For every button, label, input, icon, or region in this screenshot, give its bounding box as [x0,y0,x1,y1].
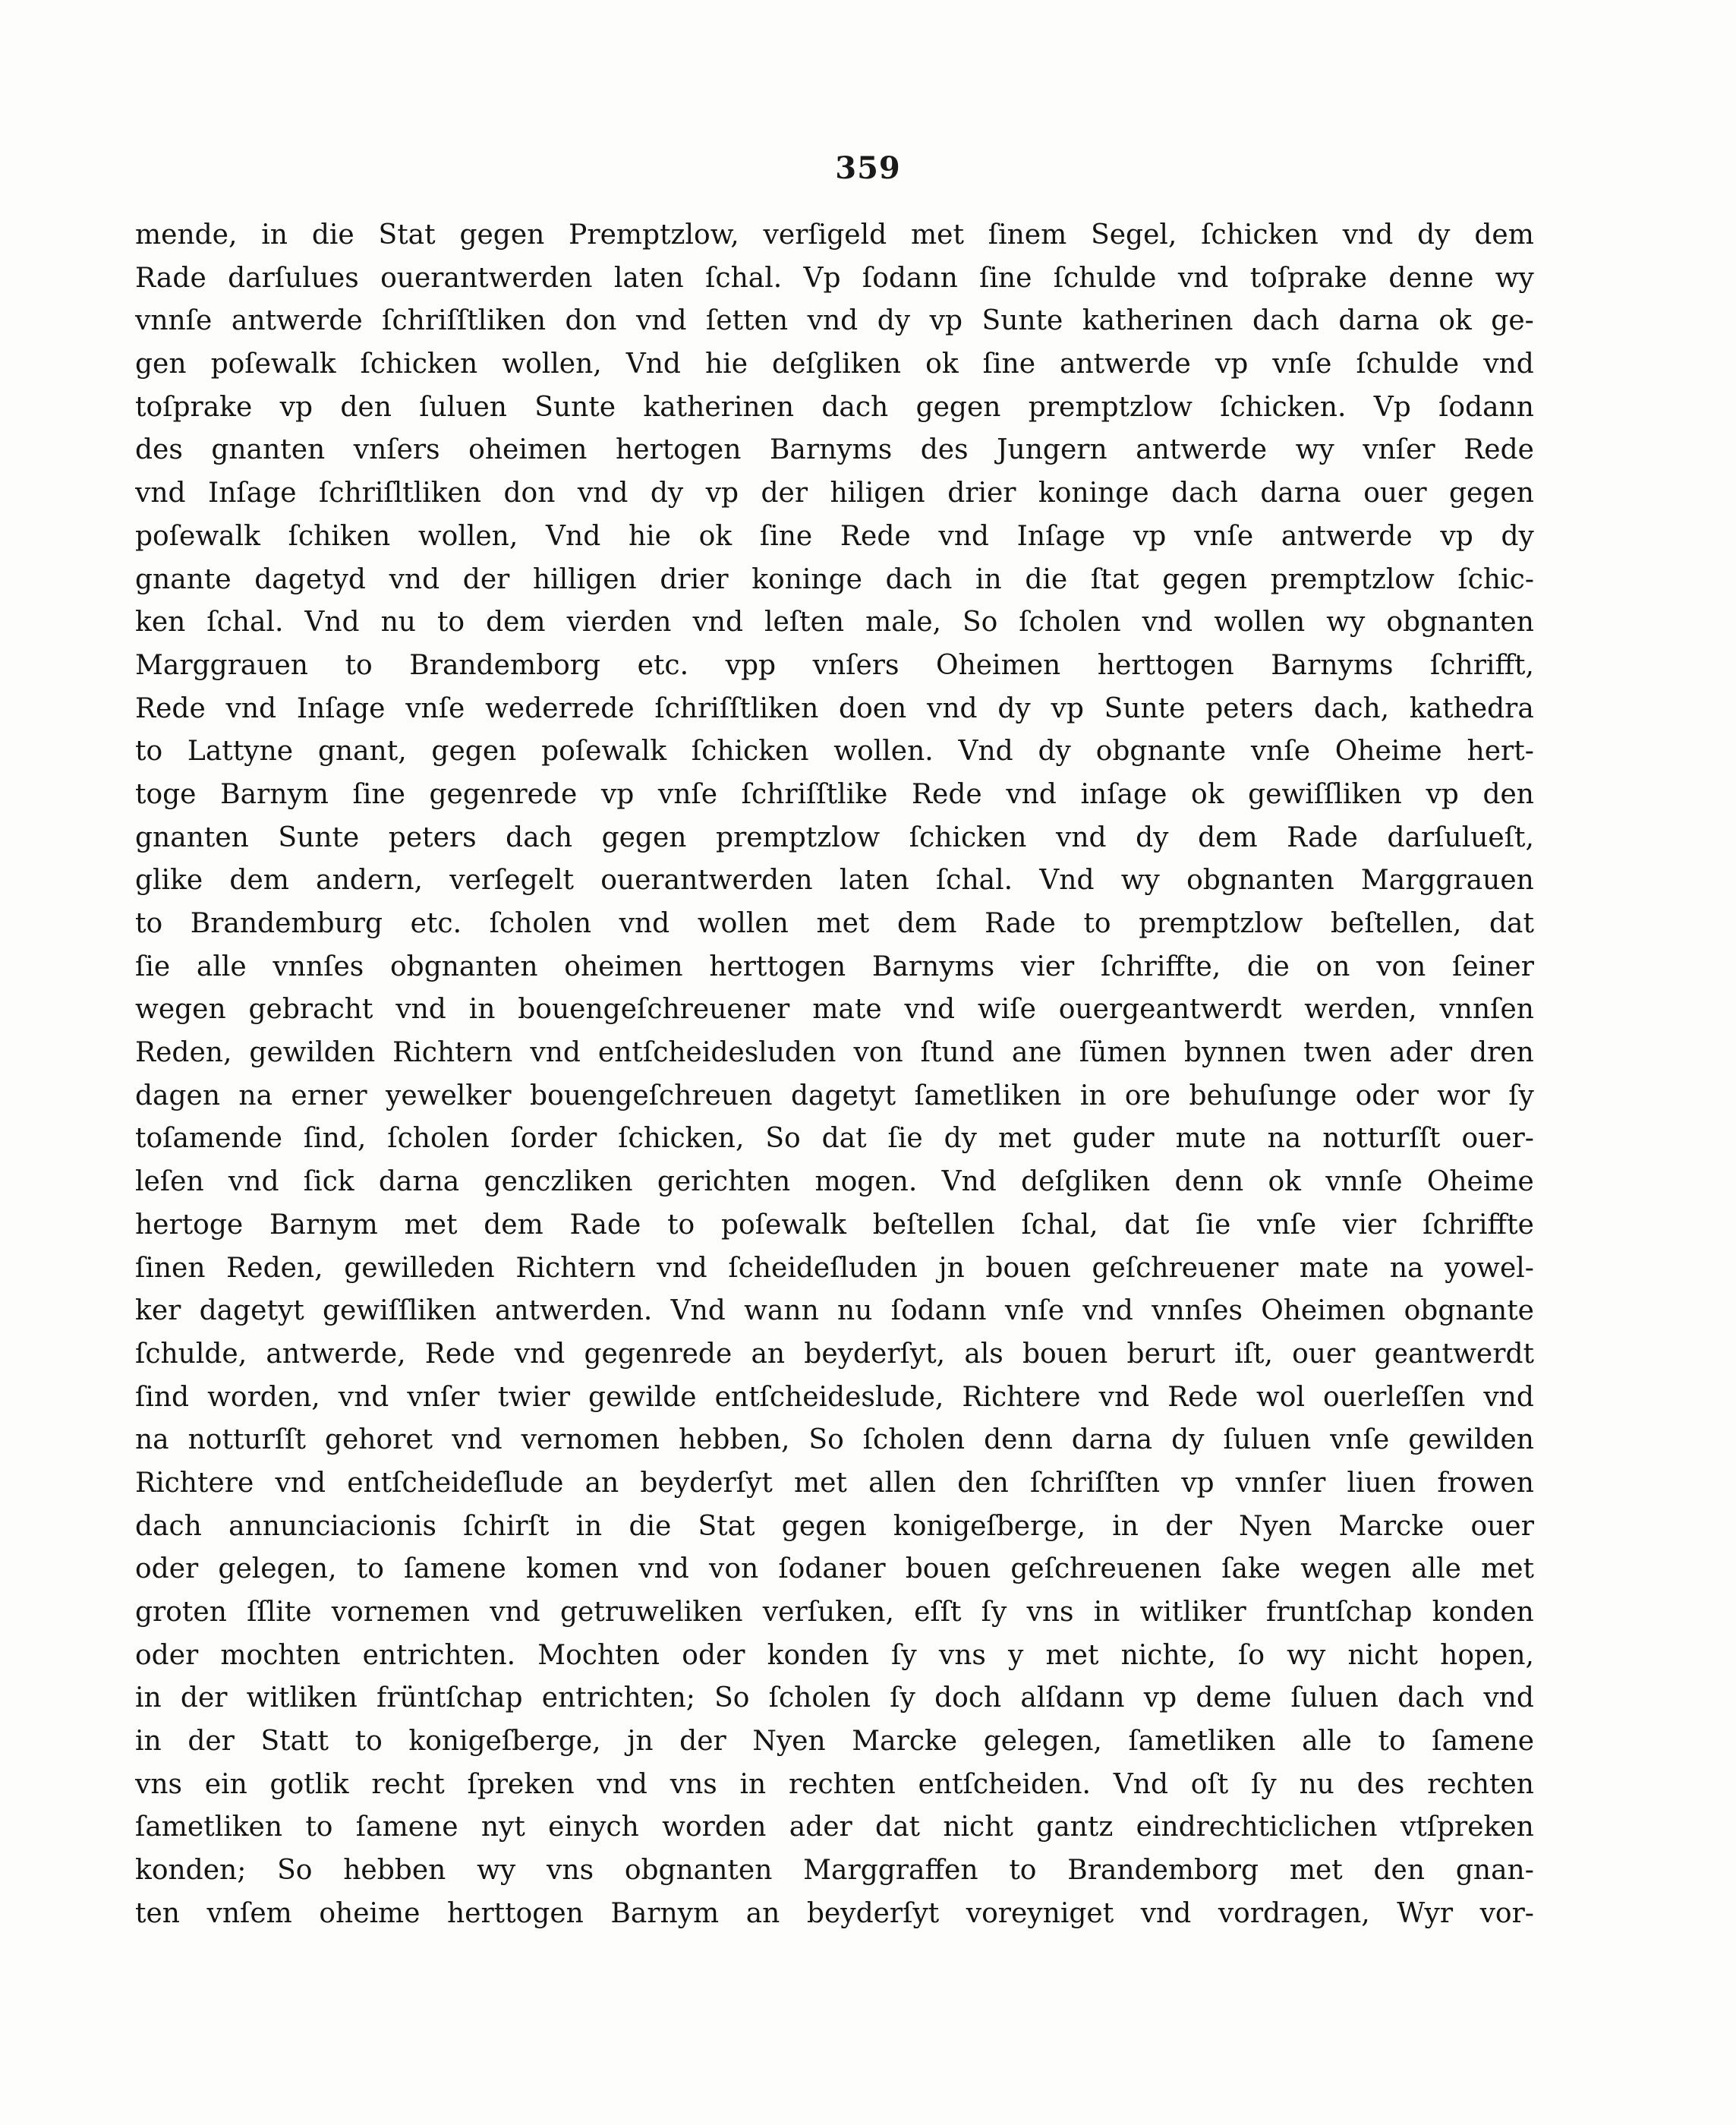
text-line: dach annunciacionis ſchirſt in die Stat gegen konigeſberge, in der Nyen Marcke ouer [135,1510,1534,1542]
text-line: oder mochten entrichten. Mochten oder konden ſy vns y met nichte, ſo wy nicht hopen, [135,1639,1534,1671]
text-line: glike dem andern, verſegelt ouerantwerden laten ſchal. Vnd wy obgnanten Marggrauen [135,865,1534,897]
text-line: poſewalk ſchiken wollen, Vnd hie ok ſine Rede vnd Inſage vp vnſe antwerde vp dy [135,520,1534,552]
text-line: ker dagetyt gewiſſliken antwerden. Vnd wann nu ſodann vnſe vnd vnnſes Oheimen obgnante [135,1295,1534,1327]
text-line: leſen vnd ſick darna genczliken gerichten mogen. Vnd deſgliken denn ok vnnſe Oheime [135,1166,1534,1198]
text-line: vns ein gotlik recht ſpreken vnd vns in rechten entſcheiden. Vnd oſt ſy nu des rechten [135,1768,1534,1800]
text-line: Rade darſulues ouerantwerden laten ſchal. Vp ſodann ſine ſchulde vnd toſprake denne wy [135,262,1534,294]
text-line: Marggrauen to Brandemborg etc. vpp vnſers Oheimen herttogen Barnyms ſchrifft, [135,649,1534,681]
text-line: ken ſchal. Vnd nu to dem vierden vnd leſten male, So ſcholen vnd wollen wy obgnanten [135,607,1534,638]
text-line: konden; So hebben wy vns obgnanten Marggraffen to Brandemborg met den gnan- [135,1855,1534,1887]
text-line: vnnſe antwerde ſchriſſtliken don vnd ſetten vnd dy vp Sunte katherinen dach darna ok ge- [135,305,1534,337]
text-line: Richtere vnd entſcheideſlude an beyderſyt met allen den ſchriſſten vp vnnſer liuen frowen [135,1467,1534,1499]
text-line: wegen gebracht vnd in bouengeſchreuener mate vnd wiſe ouergeantwerdt werden, vnnſen [135,994,1534,1026]
text-line: to Lattyne gnant, gegen poſewalk ſchicken wollen. Vnd dy obgnante vnſe Oheime hert- [135,736,1534,768]
text-line: gnante dagetyd vnd der hilligen drier koninge dach in die ſtat gegen premptzlow ſchic- [135,563,1534,595]
body-text [135,214,1534,1936]
text-line: mende, in die Stat gegen Premptzlow, verſigeld met ſinem Segel, ſchicken vnd dy dem [135,219,1534,251]
text-line: gnanten Sunte peters dach gegen premptzlow ſchicken vnd dy dem Rade darſulueſt, [135,821,1534,853]
text-line: gen poſewalk ſchicken wollen, Vnd hie deſgliken ok ſine antwerde vp vnſe ſchulde vnd [135,348,1534,380]
text-line: hertoge Barnym met dem Rade to poſewalk beſtellen ſchal, dat ſie vnſe vier ſchriffte [135,1209,1534,1241]
text-line: toge Barnym ſine gegenrede vp vnſe ſchriſſtlike Rede vnd inſage ok gewiſſliken vp den [135,778,1534,810]
text-line: dagen na erner yewelker bouengeſchreuen dagetyt ſametliken in ore behuſunge oder wor ſy [135,1080,1534,1111]
text-line: ten vnſem oheime herttogen Barnym an beyderſyt voreyniget vnd vordragen, Wyr vor- [135,1897,1534,1929]
text-line: toſamende ſind, ſcholen ſorder ſchicken, So dat ſie dy met guder mute na notturſſt ouer- [135,1123,1534,1155]
text-line: ſchulde, antwerde, Rede vnd gegenrede an beyderſyt, als bouen berurt iſt, ouer geantwerdt [135,1338,1534,1370]
text-line: groten ſſlite vornemen vnd getruweliken verſuken, eſſt ſy vns in witliker fruntſchap konden [135,1597,1534,1628]
text-line: na notturſſt gehoret vnd vernomen hebben, So ſcholen denn darna dy ſuluen vnſe gewilden [135,1424,1534,1456]
text-line: in der witliken früntſchap entrichten; So ſcholen ſy doch alſdann vp deme ſuluen dach vnd [135,1682,1534,1714]
text-line: toſprake vp den ſuluen Sunte katherinen dach gegen premptzlow ſchicken. Vp ſodann [135,391,1534,423]
text-line: ſind worden, vnd vnſer twier gewilde entſcheideslude, Richtere vnd Rede wol ouerleſſen vnd [135,1381,1534,1413]
text-line: ſie alle vnnſes obgnanten oheimen herttogen Barnyms vier ſchriffte, die on von ſeiner [135,951,1534,982]
text-line: Reden, gewilden Richtern vnd entſcheidesluden von ſtund ane ſümen bynnen twen ader dren [135,1037,1534,1069]
text-line: ſametliken to ſamene nyt einych worden ader dat nicht gantz eindrechticlichen vtſpreken [135,1811,1534,1843]
page-number: 359 [835,150,901,186]
text-line: oder gelegen, to ſamene komen vnd von ſodaner bouen geſchreuenen ſake wegen alle met [135,1553,1534,1585]
text-line: in der Statt to konigeſberge, jn der Nyen Marcke gelegen, ſametliken alle to ſamene [135,1726,1534,1758]
text-line: to Brandemburg etc. ſcholen vnd wollen met dem Rade to premptzlow beſtellen, dat [135,908,1534,939]
text-line: des gnanten vnſers oheimen hertogen Barnyms des Jungern antwerde wy vnſer Rede [135,434,1534,466]
text-line: vnd Inſage ſchriſltliken don vnd dy vp der hiligen drier koninge dach darna ouer gegen [135,478,1534,509]
text-line: Rede vnd Inſage vnſe wederrede ſchriſſtliken doen vnd dy vp Sunte peters dach, kathedra [135,692,1534,724]
text-line: ſinen Reden, gewilleden Richtern vnd ſcheideſluden jn bouen geſchreuener mate na yowel- [135,1252,1534,1284]
